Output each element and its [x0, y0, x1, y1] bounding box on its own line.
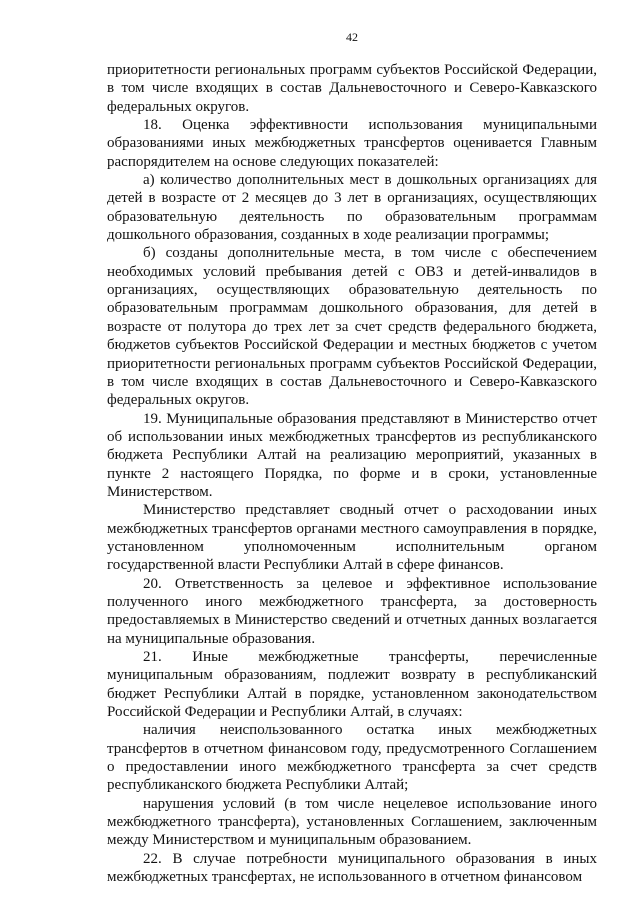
paragraph-19: 19. Муниципальные образования представляют в Министерство отчет об использовании иных межбюджетных трансфертов из республиканского бюджета Республики Алтай на реализацию мероприятий, указанных в пункте 2 настоящего Порядка, по форме и в сроки, установленные Министерством.: [107, 410, 597, 500]
paragraph-18-b: б) созданы дополнительные места, в том числе с обеспечением необходимых условий пребывания детей с ОВЗ и детей-инвалидов в организациях, осуществляющих образовательную деятельность по образовательным программам дошкольного образования, для детей в возрасте от полутора до трех лет за счет средств федерального бюджета, бюджетов субъектов Российской Федерации и местных бюджетов с учетом приоритетности региональных программ субъектов Российской Федерации, в том числе входящих в состав Дальневосточного и Северо-Кавказского федеральных округов.: [107, 245, 597, 409]
paragraph-21-case-violation: нарушения условий (в том числе нецелевое использование иного межбюджетного трансферта), установленных Соглашением, заключенным между Министерством и муниципальным образованием.: [107, 795, 597, 849]
paragraph-18-a: а) количество дополнительных мест в дошкольных организациях для детей в возрасте от 2 месяцев до 3 лет в организациях, осуществляющих образовательную деятельность по образовательным программам дошкольного образования, созданных в ходе реализации программы;: [107, 172, 597, 244]
paragraph-18: 18. Оценка эффективности использования муниципальными образованиями иных межбюджетных трансфертов оценивается Главным распорядителем на основе следующих показателей:: [107, 117, 597, 170]
paragraph-19-ministry-report: Министерство представляет сводный отчет о расходовании иных межбюджетных трансфертов органами местного самоуправления в порядке, установленном уполномоченным исполнительным органом государственной власти Республики Алтай в сфере финансов.: [107, 502, 597, 574]
paragraph-22: 22. В случае потребности муниципального образования в иных межбюджетных трансфертах, не использованного в отчетном финансовом: [107, 850, 597, 886]
paragraph-continuation: приоритетности региональных программ субъектов Российской Федерации, в том числе входящих в состав Дальневосточного и Северо-Кавказского федеральных округов.: [107, 62, 597, 115]
paragraph-20: 20. Ответственность за целевое и эффективное использование полученного иного межбюджетного трансферта, за достоверность предоставляемых в Министерство сведений и отчетных данных возлагается на муниципальные образования.: [107, 575, 597, 647]
paragraph-21: 21. Иные межбюджетные трансферты, перечисленные муниципальным образованиям, подлежит возврату в республиканский бюджет Республики Алтай в порядке, установленном законодательством Российской Федерации и Республики Алтай, в случаях:: [107, 649, 597, 721]
document-body: [107, 61, 597, 886]
paragraph-21-case-unused-balance: наличия неиспользованного остатка иных межбюджетных трансфертов в отчетном финансовом году, предусмотренного Соглашением о предоставлении иного межбюджетного трансферта за счет средств республиканского бюджета Республики Алтай;: [107, 722, 597, 794]
page-number: 42: [346, 30, 358, 44]
